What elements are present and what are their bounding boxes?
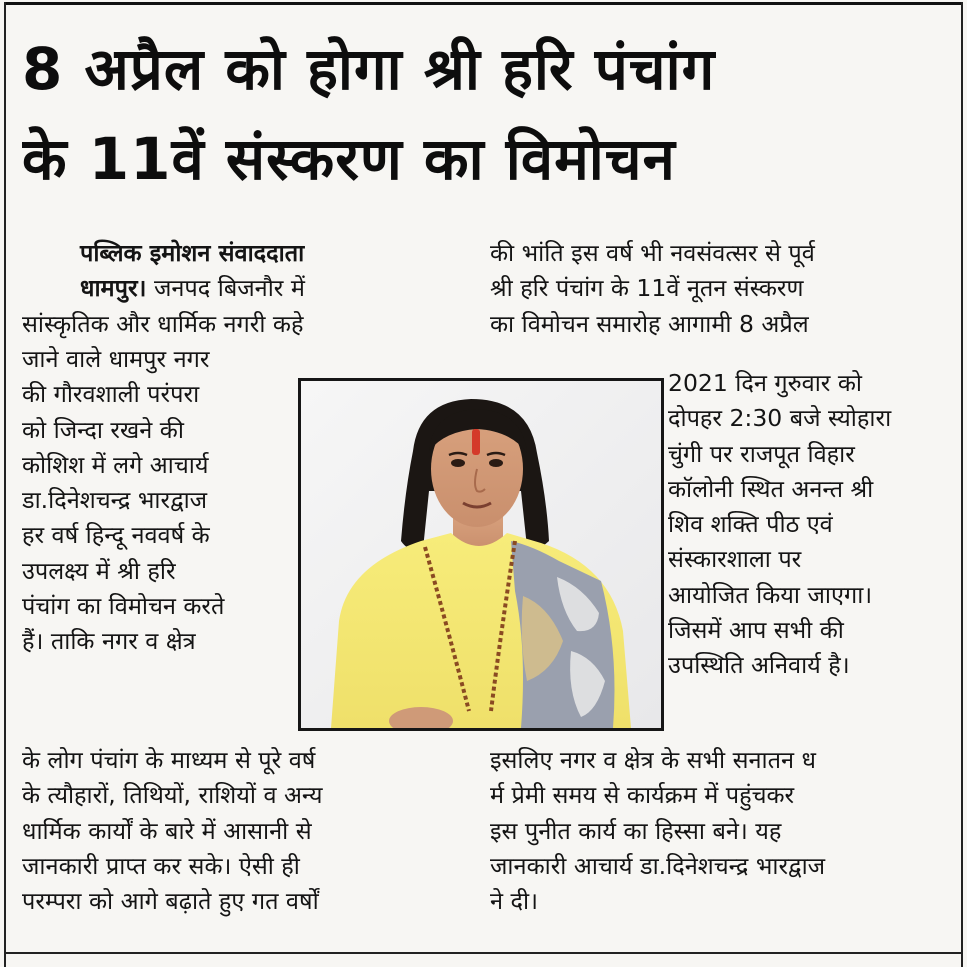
right-column-narrow xyxy=(668,366,955,684)
article-line: की भांति इस वर्ष भी नवसंवत्सर से पूर्व xyxy=(490,239,815,267)
right-border-rule xyxy=(961,2,963,967)
article-line: पंचांग का विमोचन करते xyxy=(22,592,225,621)
article-line: कोशिश में लगे आचार्य xyxy=(22,450,209,479)
article-line: चुंगी पर राजपूत विहार xyxy=(668,439,855,468)
portrait-photo xyxy=(298,378,664,731)
article-line: के लोग पंचांग के माध्यम से पूरे वर्ष xyxy=(22,746,316,774)
article-line: जनपद बिजनौर में xyxy=(153,274,305,303)
article-line: परम्परा को आगे बढ़ाते हुए गत वर्षों xyxy=(22,887,319,916)
top-border-rule xyxy=(4,2,963,5)
article-line: धार्मिक कार्यों के बारे में आसानी से xyxy=(22,816,312,845)
article-line: डा.दिनेशचन्द्र भारद्वाज xyxy=(22,486,208,515)
left-column-top xyxy=(22,236,447,342)
article-line: का विमोचन समारोह आगामी 8 अप्रैल xyxy=(490,309,809,338)
article-line: श्री हरि पंचांग के 11वें नूतन संस्करण xyxy=(490,274,804,303)
right-column-bottom xyxy=(490,743,955,919)
left-column-bottom xyxy=(22,743,447,919)
article-line: जानकारी प्राप्त कर सके। ऐसी ही xyxy=(22,851,300,880)
article-line: ने दी। xyxy=(490,887,538,916)
article-line: र्म प्रेमी समय से कार्यक्रम में पहुंचकर xyxy=(490,781,795,810)
dateline-place: धामपुर। xyxy=(80,274,147,303)
dateline-line xyxy=(22,271,447,306)
article-line: सांस्कृतिक और धार्मिक नगरी कहे xyxy=(22,309,304,338)
article-line: उपलक्ष्य में श्री हरि xyxy=(22,556,176,585)
headline-line-2: के 11वें संस्करण का विमोचन xyxy=(22,125,676,193)
bottom-border-rule xyxy=(4,952,963,954)
left-column-narrow xyxy=(22,342,292,660)
article-line: की गौरवशाली परंपरा xyxy=(22,380,200,409)
article-line: दोपहर 2:30 बजे स्योहारा xyxy=(668,404,892,433)
headline-line-1: 8 अप्रैल को होगा श्री हरि पंचांग xyxy=(22,35,716,103)
headline xyxy=(22,24,952,204)
article-line: हैं। ताकि नगर व क्षेत्र xyxy=(22,627,196,656)
article-line: 2021 दिन गुरुवार को xyxy=(668,369,863,397)
article-line: जानकारी आचार्य डा.दिनेशचन्द्र भारद्वाज xyxy=(490,851,826,880)
left-border-rule xyxy=(4,2,6,967)
article-line: को जिन्दा रखने की xyxy=(22,415,184,444)
article-line: इसलिए नगर व क्षेत्र के सभी सनातन ध xyxy=(490,746,816,774)
article-line: कॉलोनी स्थित अनन्त श्री xyxy=(668,474,874,503)
article-line: शिव शक्ति पीठ एवं xyxy=(668,510,833,539)
article-line: हर वर्ष हिन्दू नववर्ष के xyxy=(22,521,210,550)
article-line: उपस्थिति अनिवार्य है। xyxy=(668,651,850,680)
right-column-top xyxy=(490,236,955,342)
article-line: के त्यौहारों, तिथियों, राशियों व अन्य xyxy=(22,781,323,810)
article-line: इस पुनीत कार्य का हिस्सा बने। यह xyxy=(490,816,782,845)
article-line: संस्कारशाला पर xyxy=(668,545,802,574)
article-line: जाने वाले धामपुर नगर xyxy=(22,345,210,373)
portrait-photo-icon xyxy=(301,381,661,728)
article-line: आयोजित किया जाएगा। xyxy=(668,580,873,609)
article-line: जिसमें आप सभी की xyxy=(668,616,844,645)
byline: पब्लिक इमोशन संवाददाता xyxy=(80,239,305,267)
